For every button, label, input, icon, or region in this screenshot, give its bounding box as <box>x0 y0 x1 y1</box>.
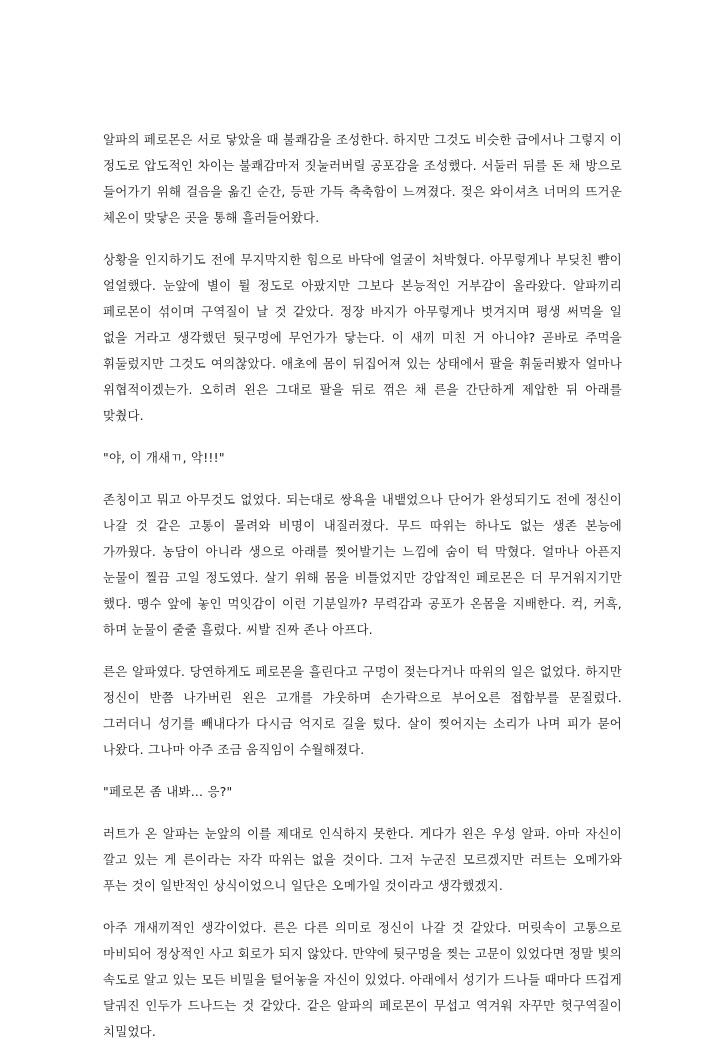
paragraph-3: 존칭이고 뭐고 아무것도 없었다. 되는대로 쌍욕을 내뱉었으나 단어가 완성되기도 전에 정신이 나갈 것 같은 고통이 몰려와 비명이 내질러졌다. 무드 따위는 하나도 없는 생존 본능에 가까웠다. 농담이 아니라 생으로 아래를 찢어발기는 느낌에 숨이 턱 막혔다. 얼마나 아픈지 눈물이 찔끔 고일 정도였다. 살기 위해 몸을 비틀었지만 강압적인 페로몬은 더 무거워지기만 했다. 맹수 앞에 놓인 먹잇감이 이런 기분일까? 무력감과 공포가 온몸을 지배한다. 컥, 커흑, 하며 눈물이 줄줄 흘렀다. 씨발 진짜 존나 아프다. <box>103 492 622 637</box>
document-body <box>103 127 622 1061</box>
dialogue-2: "페로몬 좀 내봐… 응?" <box>103 784 233 799</box>
paragraph-2: 상황을 인지하기도 전에 무지막지한 힘으로 바닥에 얼굴이 처박혔다. 아무렇게나 부딪친 뺨이 얼얼했다. 눈앞에 별이 튈 정도로 아팠지만 그보다 본능적인 거부감이 올라왔다. 알파끼리 페로몬이 섞이며 구역질이 날 것 같았다. 정장 바지가 아무렇게나 벗겨지며 평생 써먹을 일 없을 거라고 생각했던 뒷구멍에 무언가가 닿는다. 이 새끼 미친 거 아니야? 곧바로 주먹을 휘둘렀지만 그것도 여의찮았다. 애초에 몸이 뒤집어져 있는 상태에서 팔을 휘둘러봤자 얼마나 위협적이겠는가. 오히려 왼은 그대로 팔을 뒤로 꺾은 채 른을 간단하게 제압한 뒤 아래를 맞췄다. <box>103 252 622 423</box>
paragraph-1: 알파의 페로몬은 서로 닿았을 때 불쾌감을 조성한다. 하지만 그것도 비슷한 급에서나 그렇지 이 정도로 압도적인 차이는 불쾌감마저 짓눌러버릴 공포감을 조성했다. 서둘러 뒤를 돈 채 방으로 들어가기 위해 걸음을 옮긴 순간, 등판 가득 축축함이 느껴졌다. 젖은 와이셔츠 너머의 뜨거운 체온이 맞닿은 곳을 통해 흘러들어왔다. <box>103 132 622 225</box>
paragraph-4: 른은 알파였다. 당연하게도 페로몬을 흘린다고 구멍이 젖는다거나 따위의 일은 없었다. 하지만 정신이 반쯤 나가버린 왼은 고개를 갸웃하며 손가락으로 부어오른 접합부를 문질렀다. 그러더니 성기를 빼내다가 다시금 억지로 길을 텄다. 살이 찢어지는 소리가 나며 피가 묻어 나왔다. 그나마 아주 조금 움직임이 수월해졌다. <box>103 664 622 757</box>
paragraph-6: 아주 개새끼적인 생각이었다. 른은 다른 의미로 정신이 나갈 것 같았다. 머릿속이 고통으로 마비되어 정상적인 사고 회로가 되지 않았다. 만약에 뒷구멍을 찢는 고문이 있었다면 정말 빛의 속도로 알고 있는 모든 비밀을 털어놓을 자신이 있었다. 아래에서 성기가 드나들 때마다 뜨겁게 달궈진 인두가 드나드는 것 같았다. 같은 알파의 페로몬이 무섭고 역겨워 자꾸만 헛구역질이 치밀었다. <box>103 920 622 1039</box>
dialogue-1: "야, 이 개새ㄲ, 악!!!" <box>103 450 225 465</box>
paragraph-5: 러트가 온 알파는 눈앞의 이를 제대로 인식하지 못한다. 게다가 왼은 우성 알파. 아마 자신이 깔고 있는 게 른이라는 자각 따위는 없을 것이다. 그저 누군진 모르겠지만 러트는 오메가와 푸는 것이 일반적인 상식이었으니 일단은 오메가일 것이라고 생각했겠지. <box>103 826 622 893</box>
